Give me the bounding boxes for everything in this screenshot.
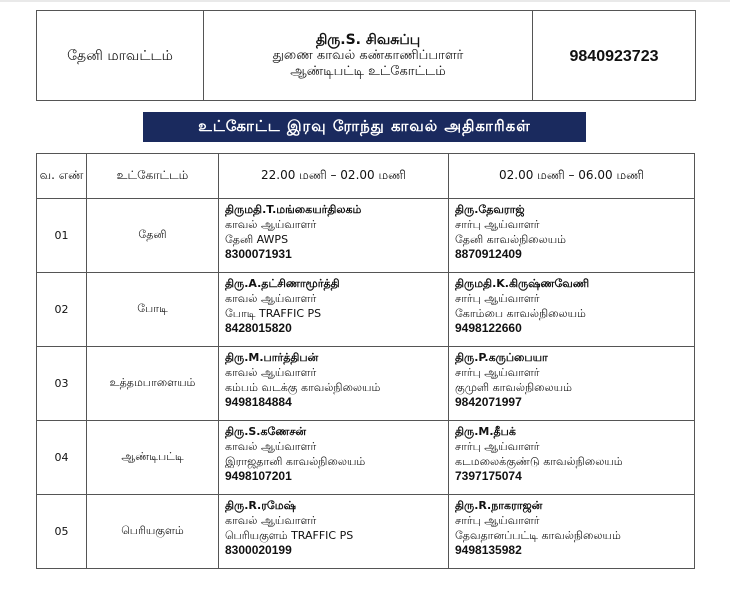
officer-phone: 9842071997	[455, 395, 522, 409]
table-row	[37, 199, 695, 273]
officer-station: கம்பம் வடக்கு காவல்நிலையம்	[225, 381, 381, 394]
officer-station: தேவதானப்பட்டி காவல்நிலையம்	[455, 529, 621, 542]
officer-designation: காவல் ஆய்வாளர்	[225, 514, 317, 527]
slot1-officer	[219, 495, 449, 569]
table-header-row	[37, 154, 695, 199]
officer-name: திரு.M.பார்த்திபன்	[225, 351, 319, 364]
patrol-officers-table	[36, 153, 695, 569]
officer-phone: 9498107201	[225, 469, 292, 483]
officer-designation: காவல் ஆய்வாளர்	[225, 440, 317, 453]
officer-phone: 7397175074	[455, 469, 522, 483]
officer-name: திருமதி.T.மங்கையர்திலகம்	[225, 203, 362, 216]
officer-designation: துணை காவல் கண்காணிப்பாளர்	[272, 47, 464, 63]
header-slot1: 22.00 மணி – 02.00 மணி	[219, 154, 449, 199]
officer-station: தேனி AWPS	[225, 233, 289, 246]
officer-phone: 9840923723	[569, 47, 659, 65]
row-subdivision: தேனி	[87, 199, 219, 273]
header-table	[36, 10, 696, 101]
officer-name: திரு.R.நாகராஜன்	[455, 499, 543, 512]
table-row	[37, 495, 695, 569]
slot1-officer	[219, 273, 449, 347]
header-slot2: 02.00 மணி – 06.00 மணி	[449, 154, 695, 199]
officer-station: போடி TRAFFIC PS	[225, 307, 322, 320]
officer-station: தேனி காவல்நிலையம்	[455, 233, 567, 246]
header-subdivision: உட்கோட்டம்	[87, 154, 219, 199]
officer-station: பெரியகுளம் TRAFFIC PS	[225, 529, 354, 542]
officer-designation: சார்பு ஆய்வாளர்	[455, 366, 540, 379]
officer-name: திரு.P.கருப்பையா	[455, 351, 548, 364]
officer-station: கோம்பை காவல்நிலையம்	[455, 307, 586, 320]
officer-phone: 8870912409	[455, 247, 522, 261]
officer-designation: காவல் ஆய்வாளர்	[225, 366, 317, 379]
officer-phone: 9498184884	[225, 395, 292, 409]
row-subdivision: உத்தமபாளையம்	[87, 347, 219, 421]
row-sn: 02	[37, 273, 87, 347]
officer-phone: 8300020199	[225, 543, 292, 557]
officer-designation: சார்பு ஆய்வாளர்	[455, 292, 540, 305]
officer-phone: 9498135982	[455, 543, 522, 557]
officer-designation: காவல் ஆய்வாளர்	[225, 292, 317, 305]
table-row	[37, 273, 695, 347]
slot1-officer	[219, 347, 449, 421]
district-cell	[37, 11, 204, 101]
slot2-officer	[449, 347, 695, 421]
row-subdivision: ஆண்டிபட்டி	[87, 421, 219, 495]
slot1-officer	[219, 199, 449, 273]
row-subdivision: பெரியகுளம்	[87, 495, 219, 569]
slot2-officer	[449, 421, 695, 495]
officer-phone: 8428015820	[225, 321, 292, 335]
officer-station: குமுளி காவல்நிலையம்	[455, 381, 572, 394]
table-row	[37, 347, 695, 421]
officer-designation: சார்பு ஆய்வாளர்	[455, 218, 540, 231]
officer-designation: சார்பு ஆய்வாளர்	[455, 440, 540, 453]
officer-name: திருமதி.K.கிருஷ்ணவேணி	[455, 277, 590, 290]
officer-station: கடமலைக்குண்டு காவல்நிலையம்	[455, 455, 623, 468]
slot1-officer	[219, 421, 449, 495]
slot2-officer	[449, 273, 695, 347]
table-row	[37, 421, 695, 495]
district-name: தேனி மாவட்டம்	[67, 48, 173, 64]
row-sn: 01	[37, 199, 87, 273]
officer-station: இராஜதானி காவல்நிலையம்	[225, 455, 366, 468]
officer-designation: சார்பு ஆய்வாளர்	[455, 514, 540, 527]
officer-office: ஆண்டிபட்டி உட்கோட்டம்	[290, 63, 446, 79]
officer-cell	[204, 11, 533, 101]
phone-cell	[533, 11, 696, 101]
slot2-officer	[449, 199, 695, 273]
officer-name: திரு.S.கணேசன்	[225, 425, 307, 438]
slot2-officer	[449, 495, 695, 569]
officer-phone: 8300071931	[225, 247, 292, 261]
officer-name: திரு.R.ரமேஷ்	[225, 499, 296, 512]
officer-name: திரு.M.தீபக்	[455, 425, 516, 438]
header-sn: வ. எண்	[37, 154, 87, 199]
title-banner: உட்கோட்ட இரவு ரோந்து காவல் அதிகாரிகள்	[143, 112, 586, 142]
officer-designation: காவல் ஆய்வாளர்	[225, 218, 317, 231]
row-sn: 03	[37, 347, 87, 421]
officer-name: திரு.தேவராஜ்	[455, 203, 525, 216]
row-sn: 05	[37, 495, 87, 569]
officer-name: திரு.S. சிவசுப்பு	[315, 31, 421, 48]
row-subdivision: போடி	[87, 273, 219, 347]
officer-name: திரு.A.தட்சிணாமூர்த்தி	[225, 277, 340, 290]
officer-phone: 9498122660	[455, 321, 522, 335]
top-divider	[0, 0, 730, 2]
row-sn: 04	[37, 421, 87, 495]
